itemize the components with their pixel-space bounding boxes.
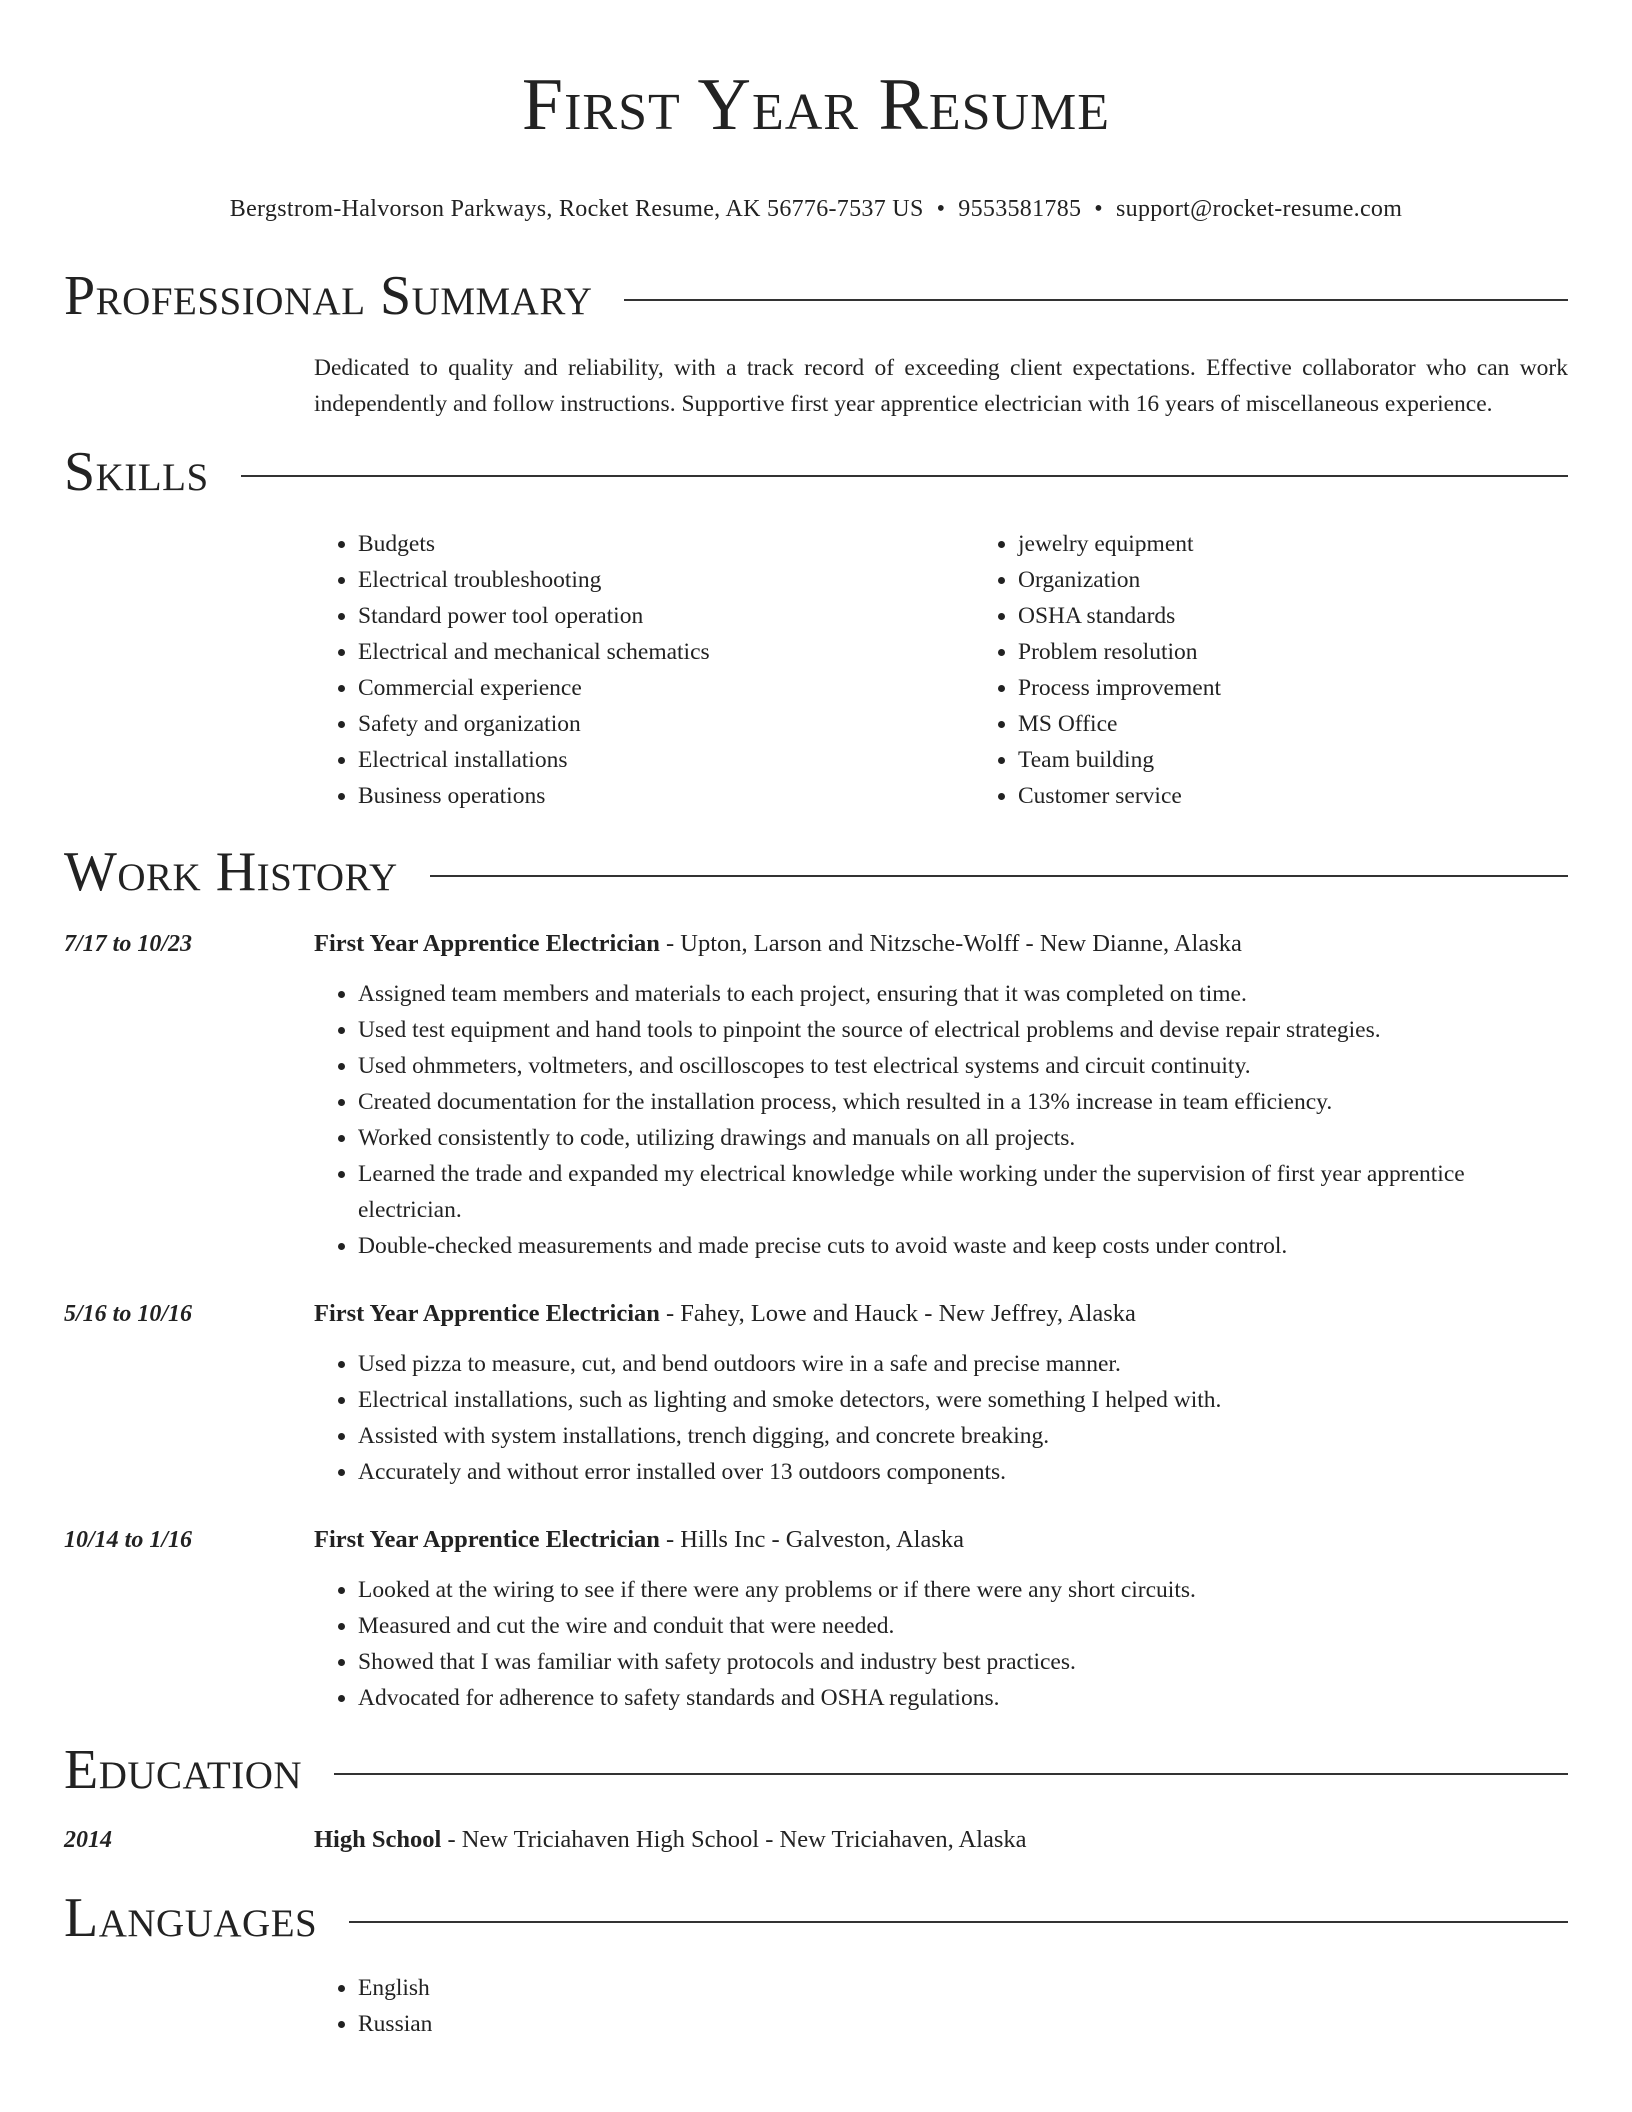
job-title-line [314,926,1568,962]
job-bullet: • Measured and cut the wire and conduit that were needed. [358,1608,1568,1644]
job-bullet: • Used pizza to measure, cut, and bend outdoors wire in a safe and precise manner. [358,1346,1568,1382]
summary-section-header [64,264,1568,328]
job-role: First Year Apprentice Electrician [314,930,660,957]
skill-item: • Team building [1018,742,1632,778]
job-bullet: • Worked consistently to code, utilizing drawings and manuals on all projects. [358,1120,1568,1156]
skills-column-left [314,526,974,814]
skill-item: • Organization [1018,562,1632,598]
skill-item: • Business operations [358,778,974,814]
job-bullet: • Looked at the wiring to see if there were any problems or if there were any short circuits. [358,1572,1568,1608]
languages-section-header [64,1886,1568,1950]
languages-title: Languages [64,1887,318,1949]
skill-item: • Electrical troubleshooting [358,562,974,598]
section-divider [349,1921,1568,1923]
education-line [314,1822,1568,1858]
language-item: • Russian [358,2006,1568,2042]
skill-item: • MS Office [1018,706,1632,742]
section-divider [334,1773,1568,1775]
job-role: First Year Apprentice Electrician [314,1526,660,1553]
skill-item: • Budgets [358,526,974,562]
contact-separator: • [1094,196,1103,222]
skill-item: • Process improvement [1018,670,1632,706]
education-details: - New Triciahaven High School - New Triciahaven, Alaska [441,1826,1027,1853]
job-bullets [314,976,1568,1264]
job-entry [64,926,1568,1264]
skills-list [314,526,1568,814]
skill-item: • Commercial experience [358,670,974,706]
contact-line [64,194,1568,224]
job-dates: 10/14 to 1/16 [64,1527,193,1553]
job-bullet: • Advocated for adherence to safety standards and OSHA regulations. [358,1680,1568,1716]
summary-text: Dedicated to quality and reliability, with a track record of exceeding client expectations. Effective collaborator who can work independently and follow instructions. Supportive first year apprentice electrician with 16 years of miscellaneous experience. [314,355,1568,417]
contact-address: Bergstrom-Halvorson Parkways, Rocket Resume, AK 56776-7537 US [229,196,924,222]
skill-item: • Problem resolution [1018,634,1632,670]
language-item: • English [358,1970,1568,2006]
job-bullet: • Accurately and without error installed over 13 outdoors components. [358,1454,1568,1490]
section-divider [624,299,1568,301]
skill-item: • Electrical and mechanical schematics [358,634,974,670]
section-divider [430,875,1568,877]
job-bullet: • Assigned team members and materials to each project, ensuring that it was completed on time. [358,976,1568,1012]
job-title-line [314,1522,1568,1558]
job-entry [64,1296,1568,1490]
job-bullet: • Double-checked measurements and made precise cuts to avoid waste and keep costs under control. [358,1228,1568,1264]
skills-column-right [974,526,1632,814]
education-title: Education [64,1739,303,1801]
job-bullet: • Used ohmmeters, voltmeters, and oscilloscopes to test electrical systems and circuit continuity. [358,1048,1568,1084]
skill-item: • Standard power tool operation [358,598,974,634]
skill-item: • jewelry equipment [1018,526,1632,562]
skills-title: Skills [64,441,209,503]
contact-email: support@rocket-resume.com [1116,196,1403,222]
skill-item: • OSHA standards [1018,598,1632,634]
skill-item: • Customer service [1018,778,1632,814]
skill-item: • Electrical installations [358,742,974,778]
job-bullet: • Assisted with system installations, trench digging, and concrete breaking. [358,1418,1568,1454]
languages-bullets [314,1970,1568,2042]
job-role: First Year Apprentice Electrician [314,1300,660,1327]
job-bullets [314,1572,1568,1716]
skill-item: • Safety and organization [358,706,974,742]
job-details: - Fahey, Lowe and Hauck - New Jeffrey, Alaska [659,1300,1136,1327]
job-dates: 7/17 to 10/23 [64,931,193,957]
education-degree: High School [314,1826,442,1853]
job-entry [64,1522,1568,1716]
skills-section-header [64,440,1568,504]
job-bullet: • Used test equipment and hand tools to pinpoint the source of electrical problems and devise repair strategies. [358,1012,1568,1048]
job-header [64,1522,1568,1558]
contact-separator: • [936,196,946,222]
job-details: - Upton, Larson and Nitzsche-Wolff - New Dianne, Alaska [659,930,1242,957]
job-bullet: • Learned the trade and expanded my electrical knowledge while working under the supervision of first year apprentice electrician. [358,1156,1568,1228]
work-section-header [64,840,1568,904]
job-details: - Hills Inc - Galveston, Alaska [659,1526,965,1553]
education-entry [64,1822,1568,1858]
education-year: 2014 [64,1827,112,1853]
contact-phone: 9553581785 [958,196,1082,222]
languages-list [314,1970,1568,2042]
job-header [64,1296,1568,1332]
education-section-header [64,1738,1568,1802]
resume-name: First Year Resume [521,64,1111,146]
job-dates: 5/16 to 10/16 [64,1301,193,1327]
job-bullet: • Showed that I was familiar with safety protocols and industry best practices. [358,1644,1568,1680]
job-bullet: • Created documentation for the installation process, which resulted in a 13% increase in team efficiency. [358,1084,1568,1120]
job-bullets [314,1346,1568,1490]
work-title: Work History [64,841,398,903]
job-title-line [314,1296,1568,1332]
summary-title: Professional Summary [64,265,593,327]
job-header [64,926,1568,962]
job-bullet: • Electrical installations, such as lighting and smoke detectors, were something I helped with. [358,1382,1568,1418]
section-divider [241,475,1568,477]
